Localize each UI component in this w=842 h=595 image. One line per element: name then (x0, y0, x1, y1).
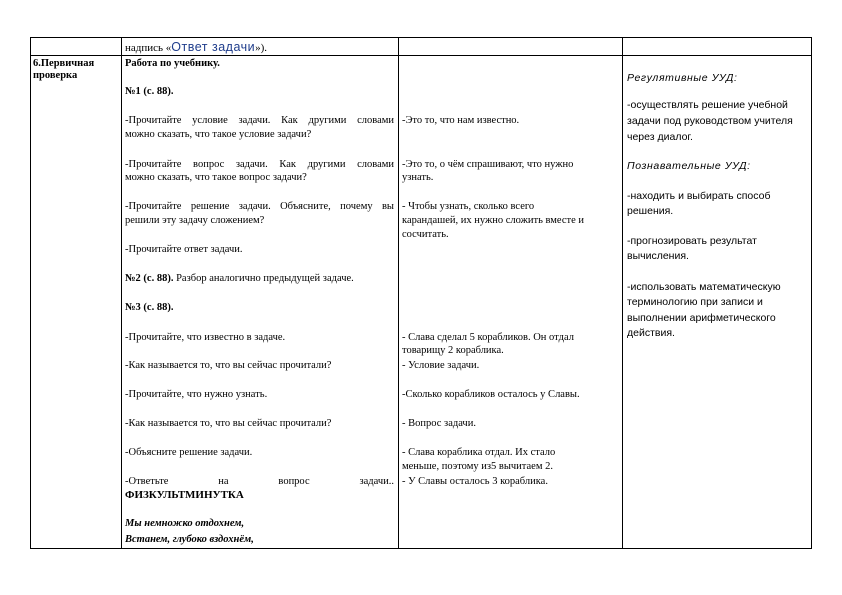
answer4-line1: - Слава сделал 5 корабликов. Он отдал (402, 332, 574, 343)
cognitive-item2-line1: -прогнозировать результат (627, 235, 757, 247)
answer1: -Это то, что нам известно. (402, 115, 520, 126)
question7: -Прочитайте, что нужно узнать. (125, 389, 268, 400)
question8: -Как называется то, что вы сейчас прочитали? (125, 418, 332, 429)
table-row-divider (30, 55, 812, 56)
answer2-line2: узнать. (402, 172, 434, 183)
cognitive-item2-line2: вычисления. (627, 250, 689, 262)
table-border-right (811, 37, 812, 549)
cognitive-item3-line4: действия. (627, 327, 675, 339)
teacher-intro: Работа по учебнику. (125, 58, 220, 69)
answer3-line1: - Чтобы узнать, сколько всего (402, 201, 535, 212)
answer7: - Вопрос задачи. (402, 418, 476, 429)
regulatory-item1-line1: -осуществлять решение учебной (627, 99, 788, 111)
table-col-divider-1 (121, 37, 122, 549)
physical-break-title: ФИЗКУЛЬТМИНУТКА (125, 489, 244, 501)
stage-title-line1: 6.Первичная (33, 58, 95, 69)
regulatory-uud-title: Регулятивные УУД: (627, 72, 738, 84)
regulatory-item1-line2: задачи под руководством учителя (627, 115, 793, 127)
table-col-divider-2 (398, 37, 399, 549)
answer8-line2: меньше, поэтому из5 вычитаем 2. (402, 461, 553, 472)
task1-title: №1 (с. 88). (125, 86, 174, 97)
answer5: - Условие задачи. (402, 360, 480, 371)
question1-line2: можно сказать, что такое условие задачи? (125, 129, 312, 140)
regulatory-item1-line3: через диалог. (627, 131, 693, 143)
answer3-line2: карандашей, их нужно сложить вместе и (402, 215, 584, 226)
question6: -Как называется то, что вы сейчас прочитали? (125, 360, 332, 371)
question9: -Объясните решение задачи. (125, 447, 253, 458)
cognitive-item3-line3: выполнении арифметического (627, 312, 776, 324)
question1-line1: -Прочитайте условие задачи. Как другими словами (125, 115, 394, 126)
poem-line2: Встанем, глубоко вздохнём, (125, 534, 254, 545)
stage-title-line2: проверка (33, 70, 78, 81)
task2-text: Разбор аналогично предыдущей задаче. (173, 273, 354, 284)
question2-line1: -Прочитайте вопрос задачи. Как другими словами (125, 159, 394, 170)
task2-line (125, 273, 354, 285)
answer6: -Сколько корабликов осталось у Славы. (402, 389, 580, 400)
answer4-line2: товарищу 2 кораблика. (402, 345, 504, 356)
answer-label-highlight: Ответ задачи (171, 40, 256, 54)
task2-title: №2 (с. 88). (125, 273, 174, 284)
question5: -Прочитайте, что известно в задаче. (125, 332, 286, 343)
table-border-top (30, 37, 812, 38)
table-border-bottom (30, 548, 812, 549)
table-border-left (30, 37, 31, 549)
question3-line1: -Прочитайте решение задачи. Объясните, почему вы (125, 201, 394, 212)
answer9: - У Славы осталось 3 кораблика. (402, 476, 548, 487)
answer2-line1: -Это то, о чём спрашивают, что нужно (402, 159, 574, 170)
question10: -Ответьте на вопрос задачи.. (125, 476, 394, 487)
cognitive-item3-line2: терминологию при записи и (627, 296, 763, 308)
question3-line2: решили эту задачу сложением? (125, 215, 265, 226)
answer-label-suffix: »). (255, 42, 268, 54)
cognitive-uud-title: Познавательные УУД: (627, 160, 751, 172)
question4: -Прочитайте ответ задачи. (125, 244, 243, 255)
task3-title: №3 (с. 88). (125, 302, 174, 313)
table-col-divider-3 (622, 37, 623, 549)
answer-label-line (125, 40, 267, 55)
cognitive-item3-line1: -использовать математическую (627, 281, 781, 293)
answer3-line3: сосчитать. (402, 229, 449, 240)
cognitive-item1-line1: -находить и выбирать способ (627, 190, 771, 202)
question2-line2: можно сказать, что такое вопрос задачи? (125, 172, 307, 183)
poem-line1: Мы немножко отдохнем, (125, 518, 245, 529)
cognitive-item1-line2: решения. (627, 205, 674, 217)
answer8-line1: - Слава кораблика отдал. Их стало (402, 447, 556, 458)
answer-label-prefix: надпись « (125, 42, 172, 54)
